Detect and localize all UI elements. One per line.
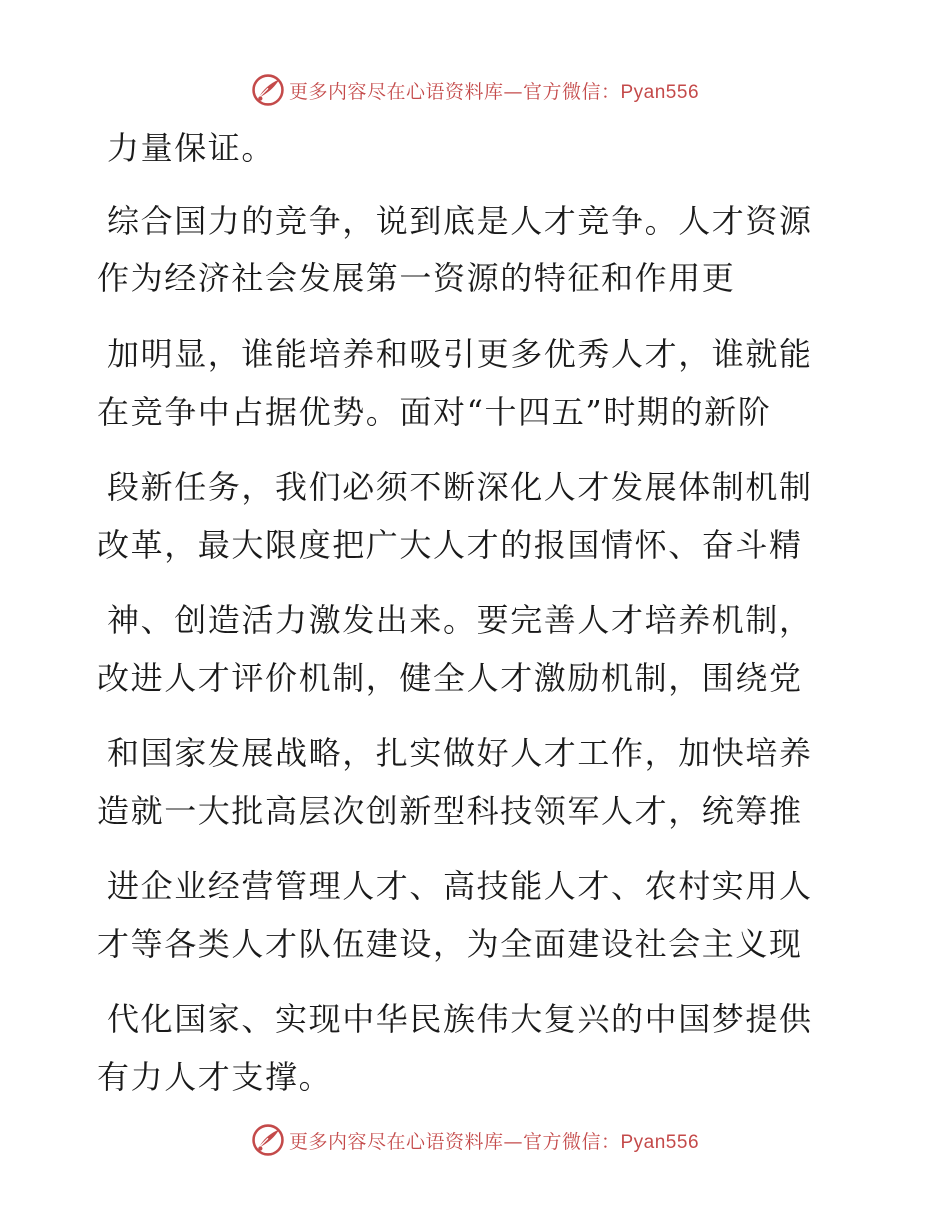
text-line: 在竞争中占据优势。面对“十四五”时期的新阶 [97,393,772,431]
header-wechat-id: Pyan556 [620,81,700,103]
text-line: 和国家发展战略，扎实做好人才工作，加快培养 [107,734,813,772]
quill-logo-icon [251,1123,285,1157]
footer-banner [0,1120,950,1160]
header-banner [0,70,950,110]
text-line: 段新任务，我们必须不断深化人才发展体制机制 [107,468,813,506]
text-line: 神、创造活力激发出来。要完善人才培养机制， [107,601,813,639]
footer-wechat-id: Pyan556 [620,1131,700,1153]
text-line: 作为经济社会发展第一资源的特征和作用更 [97,259,736,297]
text-line: 力量保证。 [107,129,276,167]
header-banner-label: 更多内容尽在心语资料库—官方微信： [288,80,621,103]
text-line: 综合国力的竞争，说到底是人才竞争。人才资源 [107,202,813,240]
text-line: 加明显，谁能培养和吸引更多优秀人才，谁就能 [107,335,813,373]
text-line: 改进人才评价机制，健全人才激励机制，围绕党 [97,659,803,697]
text-line: 才等各类人才队伍建设，为全面建设社会主义现 [97,925,803,963]
footer-banner-text [289,1127,699,1154]
text-line: 改革，最大限度把广大人才的报国情怀、奋斗精 [97,526,803,564]
quill-logo-icon [251,73,285,107]
header-banner-text [289,77,699,104]
text-line: 代化国家、实现中华民族伟大复兴的中国梦提供 [107,1000,813,1038]
text-line: 有力人才支撑。 [97,1058,333,1096]
text-line: 造就一大批高层次创新型科技领军人才，统筹推 [97,792,803,830]
footer-banner-label: 更多内容尽在心语资料库—官方微信： [288,1130,621,1153]
text-line: 进企业经营管理人才、高技能人才、农村实用人 [107,867,813,905]
